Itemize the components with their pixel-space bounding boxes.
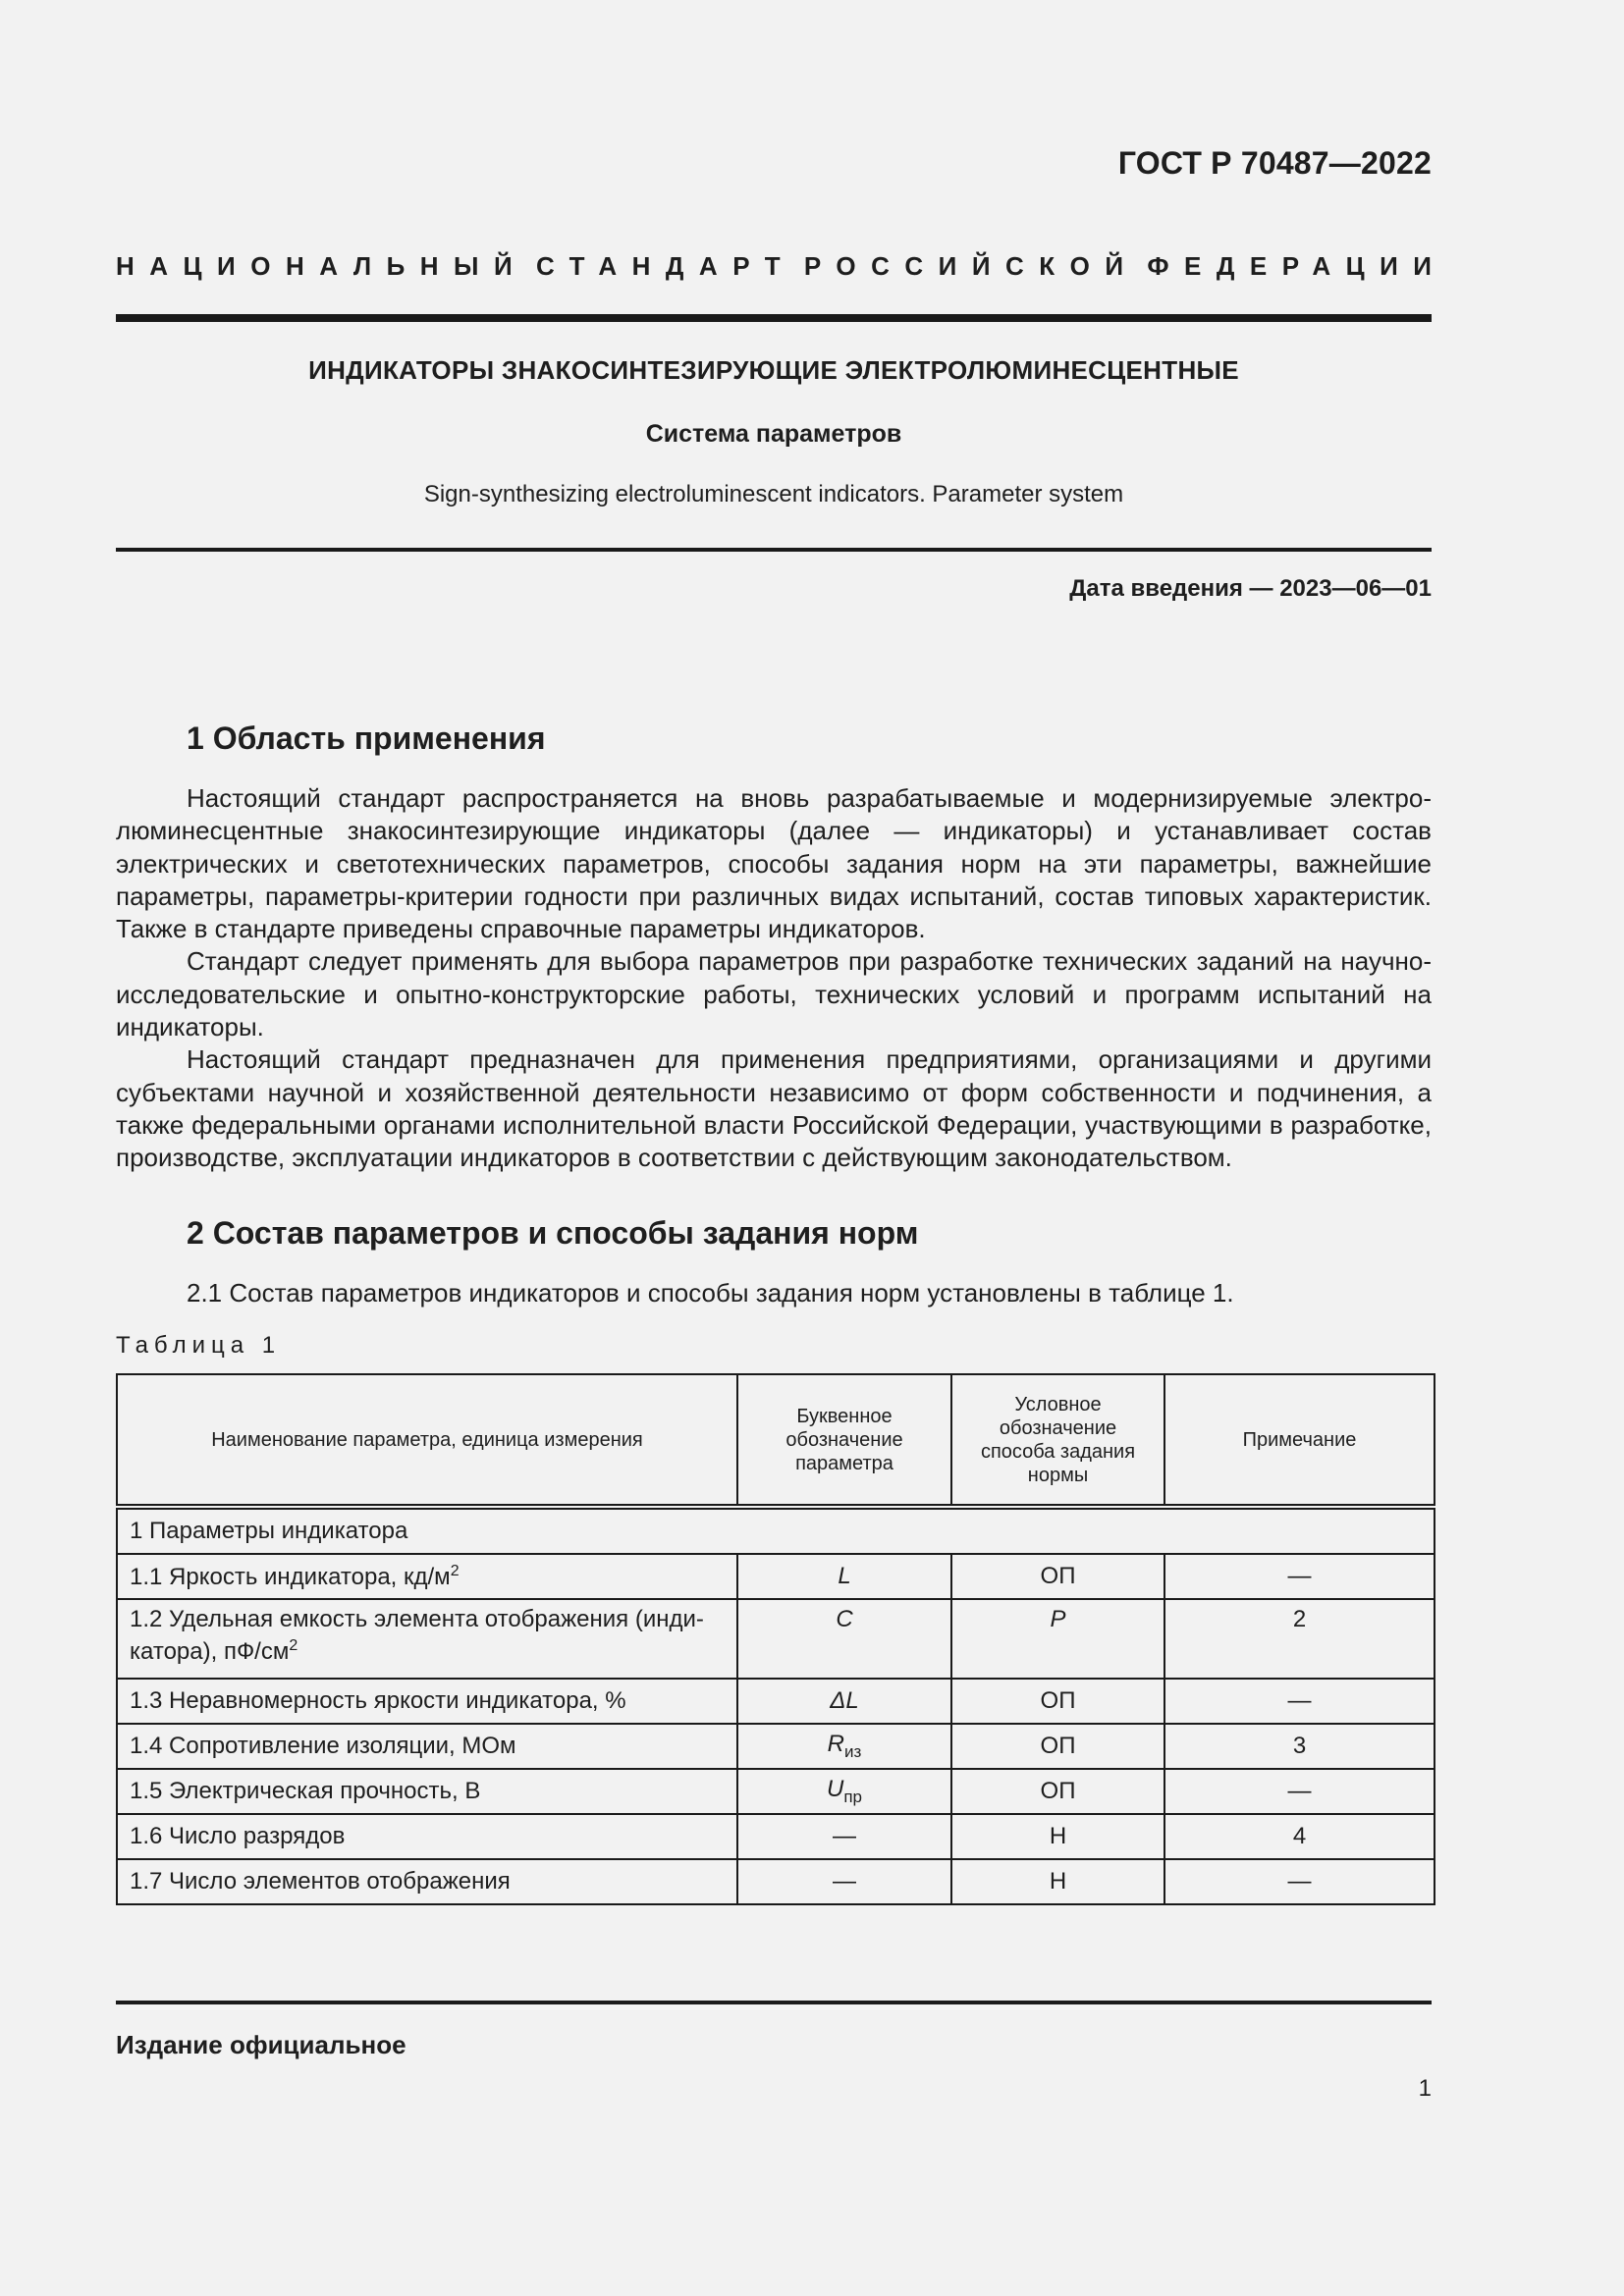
page-number: 1 — [1418, 2075, 1432, 2102]
section-1-body — [116, 782, 1432, 1175]
document-subtitle: Система параметров — [645, 420, 902, 448]
table-label: Таблица 1 — [116, 1332, 282, 1359]
parameter-name-cell — [117, 1599, 737, 1679]
note-cell: — — [1164, 1554, 1435, 1599]
parameter-symbol: L — [838, 1563, 851, 1589]
note-cell: — — [1164, 1679, 1435, 1724]
effective-date: Дата введения — 2023—06—01 — [1069, 575, 1432, 602]
symbol-subscript: из — [844, 1741, 862, 1761]
parameter-symbol-cell — [737, 1599, 951, 1679]
parameter-symbol-cell — [737, 1859, 951, 1904]
symbol-subscript: пр — [843, 1787, 862, 1806]
parameter-symbol: — — [833, 1868, 856, 1895]
note-cell: 2 — [1164, 1599, 1435, 1679]
table-row — [117, 1769, 1435, 1814]
national-heading-word: СТАНДАРТ — [535, 251, 796, 281]
section-2-heading: 2 Состав параметров и способы задания норм — [187, 1215, 919, 1251]
table-header-row — [117, 1374, 1435, 1507]
note-cell: — — [1164, 1769, 1435, 1814]
parameter-symbol: C — [836, 1606, 853, 1632]
table-row — [117, 1679, 1435, 1724]
official-edition-label: Издание официальное — [116, 2030, 406, 2059]
norm-method-cell: ОП — [951, 1769, 1164, 1814]
table-row — [117, 1724, 1435, 1769]
note-cell: 4 — [1164, 1814, 1435, 1859]
header-divider-thick — [116, 314, 1432, 322]
parameters-table — [116, 1373, 1435, 1905]
section-1-paragraph: Стандарт следует применять для выбора параметров при разработке технических заданий на научно-исследовательские и опытно-конструкторские работы, технических условий и программ испытаний на индикаторы. — [116, 946, 1432, 1042]
parameter-name-cell — [117, 1554, 737, 1599]
parameter-symbol-cell — [737, 1554, 951, 1599]
column-header-note: Примечание — [1164, 1374, 1435, 1507]
column-header-name: Наименование параметра, единица измерения — [117, 1374, 737, 1507]
norm-method-cell: ОП — [951, 1679, 1164, 1724]
norm-method-cell: ОП — [951, 1554, 1164, 1599]
parameter-name-cell — [117, 1724, 737, 1769]
parameter-symbol: ΔL — [830, 1687, 859, 1714]
parameter-name-cell — [117, 1814, 737, 1859]
parameter-symbol: U — [826, 1776, 844, 1803]
section-1-paragraph: Настоящий стандарт предназначен для применения предприятиями, организациями и другими субъектами научной и хозяйственной деятельности независимо от форм собственности и подчинения, а также федеральными органами исполнительной власти Российской Федерации, участвующими в разработке, производстве, эксплуатации индикаторов в соответствии с действующим законодательством. — [116, 1044, 1432, 1173]
parameter-name: 1.5 Электрическая прочность, В — [130, 1778, 481, 1804]
parameter-symbol: — — [833, 1823, 856, 1849]
note-cell: — — [1164, 1859, 1435, 1904]
parameter-name-cell — [117, 1859, 737, 1904]
document-title: ИНДИКАТОРЫ ЗНАКОСИНТЕЗИРУЮЩИЕ ЭЛЕКТРОЛЮМИНЕСЦЕНТНЫЕ — [308, 355, 1239, 385]
parameter-name: 1.4 Сопротивление изоляции, МОм — [130, 1733, 516, 1759]
national-heading-word: РОССИЙСКОЙ — [803, 251, 1139, 281]
document-title-english: Sign-synthesizing electroluminescent indicators. Parameter system — [423, 481, 1124, 507]
parameter-name: 1.1 Яркость индикатора, кд/м — [130, 1563, 451, 1590]
norm-method-cell: Н — [951, 1814, 1164, 1859]
parameter-symbol: R — [827, 1731, 845, 1758]
norm-method-cell: P — [951, 1599, 1164, 1679]
table-row — [117, 1599, 1435, 1679]
parameter-name: 1.2 Удельная емкость элемента отображения (индикатора), пФ/см — [130, 1606, 704, 1665]
norm-method-cell: Н — [951, 1859, 1164, 1904]
title-divider — [116, 548, 1432, 552]
parameter-name-cell — [117, 1679, 737, 1724]
clause-2-1: 2.1 Состав параметров индикаторов и способы задания норм установлены в таблице 1. — [187, 1278, 1234, 1308]
unit-superscript: 2 — [289, 1637, 298, 1654]
standard-code: ГОСТ Р 70487—2022 — [1117, 145, 1432, 181]
parameter-name: 1.6 Число разрядов — [130, 1823, 346, 1849]
parameter-symbol-cell — [737, 1769, 951, 1814]
column-header-method: Условное обозначение способа задания нормы — [951, 1374, 1164, 1507]
section-1-paragraph: Настоящий стандарт распространяется на вновь разрабатываемые и модернизируемые электролюминесцентные знакосинтезирующие индикаторы (далее — индикаторы) и устанавливает состав электрических и светотехнических параметров, способы задания норм на эти параметры, важнейшие параметры, параметры-критерии годности при различных видах испытаний, состав типовых характеристик. Также в стандарте приведены справочные параметры индикаторов. — [116, 783, 1432, 944]
section-1-heading: 1 Область применения — [187, 721, 546, 756]
table-row — [117, 1554, 1435, 1599]
column-header-symbol: Буквенное обозначение параметра — [737, 1374, 951, 1507]
group-row-label: 1 Параметры индикатора — [117, 1507, 1435, 1554]
parameter-name: 1.7 Число элементов отображения — [130, 1868, 511, 1895]
parameter-symbol-cell — [737, 1724, 951, 1769]
national-standard-heading — [116, 251, 1447, 282]
parameter-symbol-cell — [737, 1679, 951, 1724]
parameter-symbol-cell — [737, 1814, 951, 1859]
document-page — [116, 0, 1447, 2296]
parameter-name: 1.3 Неравномерность яркости индикатора, % — [130, 1687, 626, 1714]
unit-superscript: 2 — [450, 1562, 460, 1579]
note-cell: 3 — [1164, 1724, 1435, 1769]
footer-divider — [116, 2001, 1432, 2004]
national-heading-word: НАЦИОНАЛЬНЫЙ — [116, 251, 528, 281]
national-heading-word: ФЕДЕРАЦИИ — [1147, 251, 1447, 281]
norm-method-cell: ОП — [951, 1724, 1164, 1769]
table-row — [117, 1859, 1435, 1904]
table-group-row — [117, 1507, 1435, 1554]
table-row — [117, 1814, 1435, 1859]
parameter-name-cell — [117, 1769, 737, 1814]
